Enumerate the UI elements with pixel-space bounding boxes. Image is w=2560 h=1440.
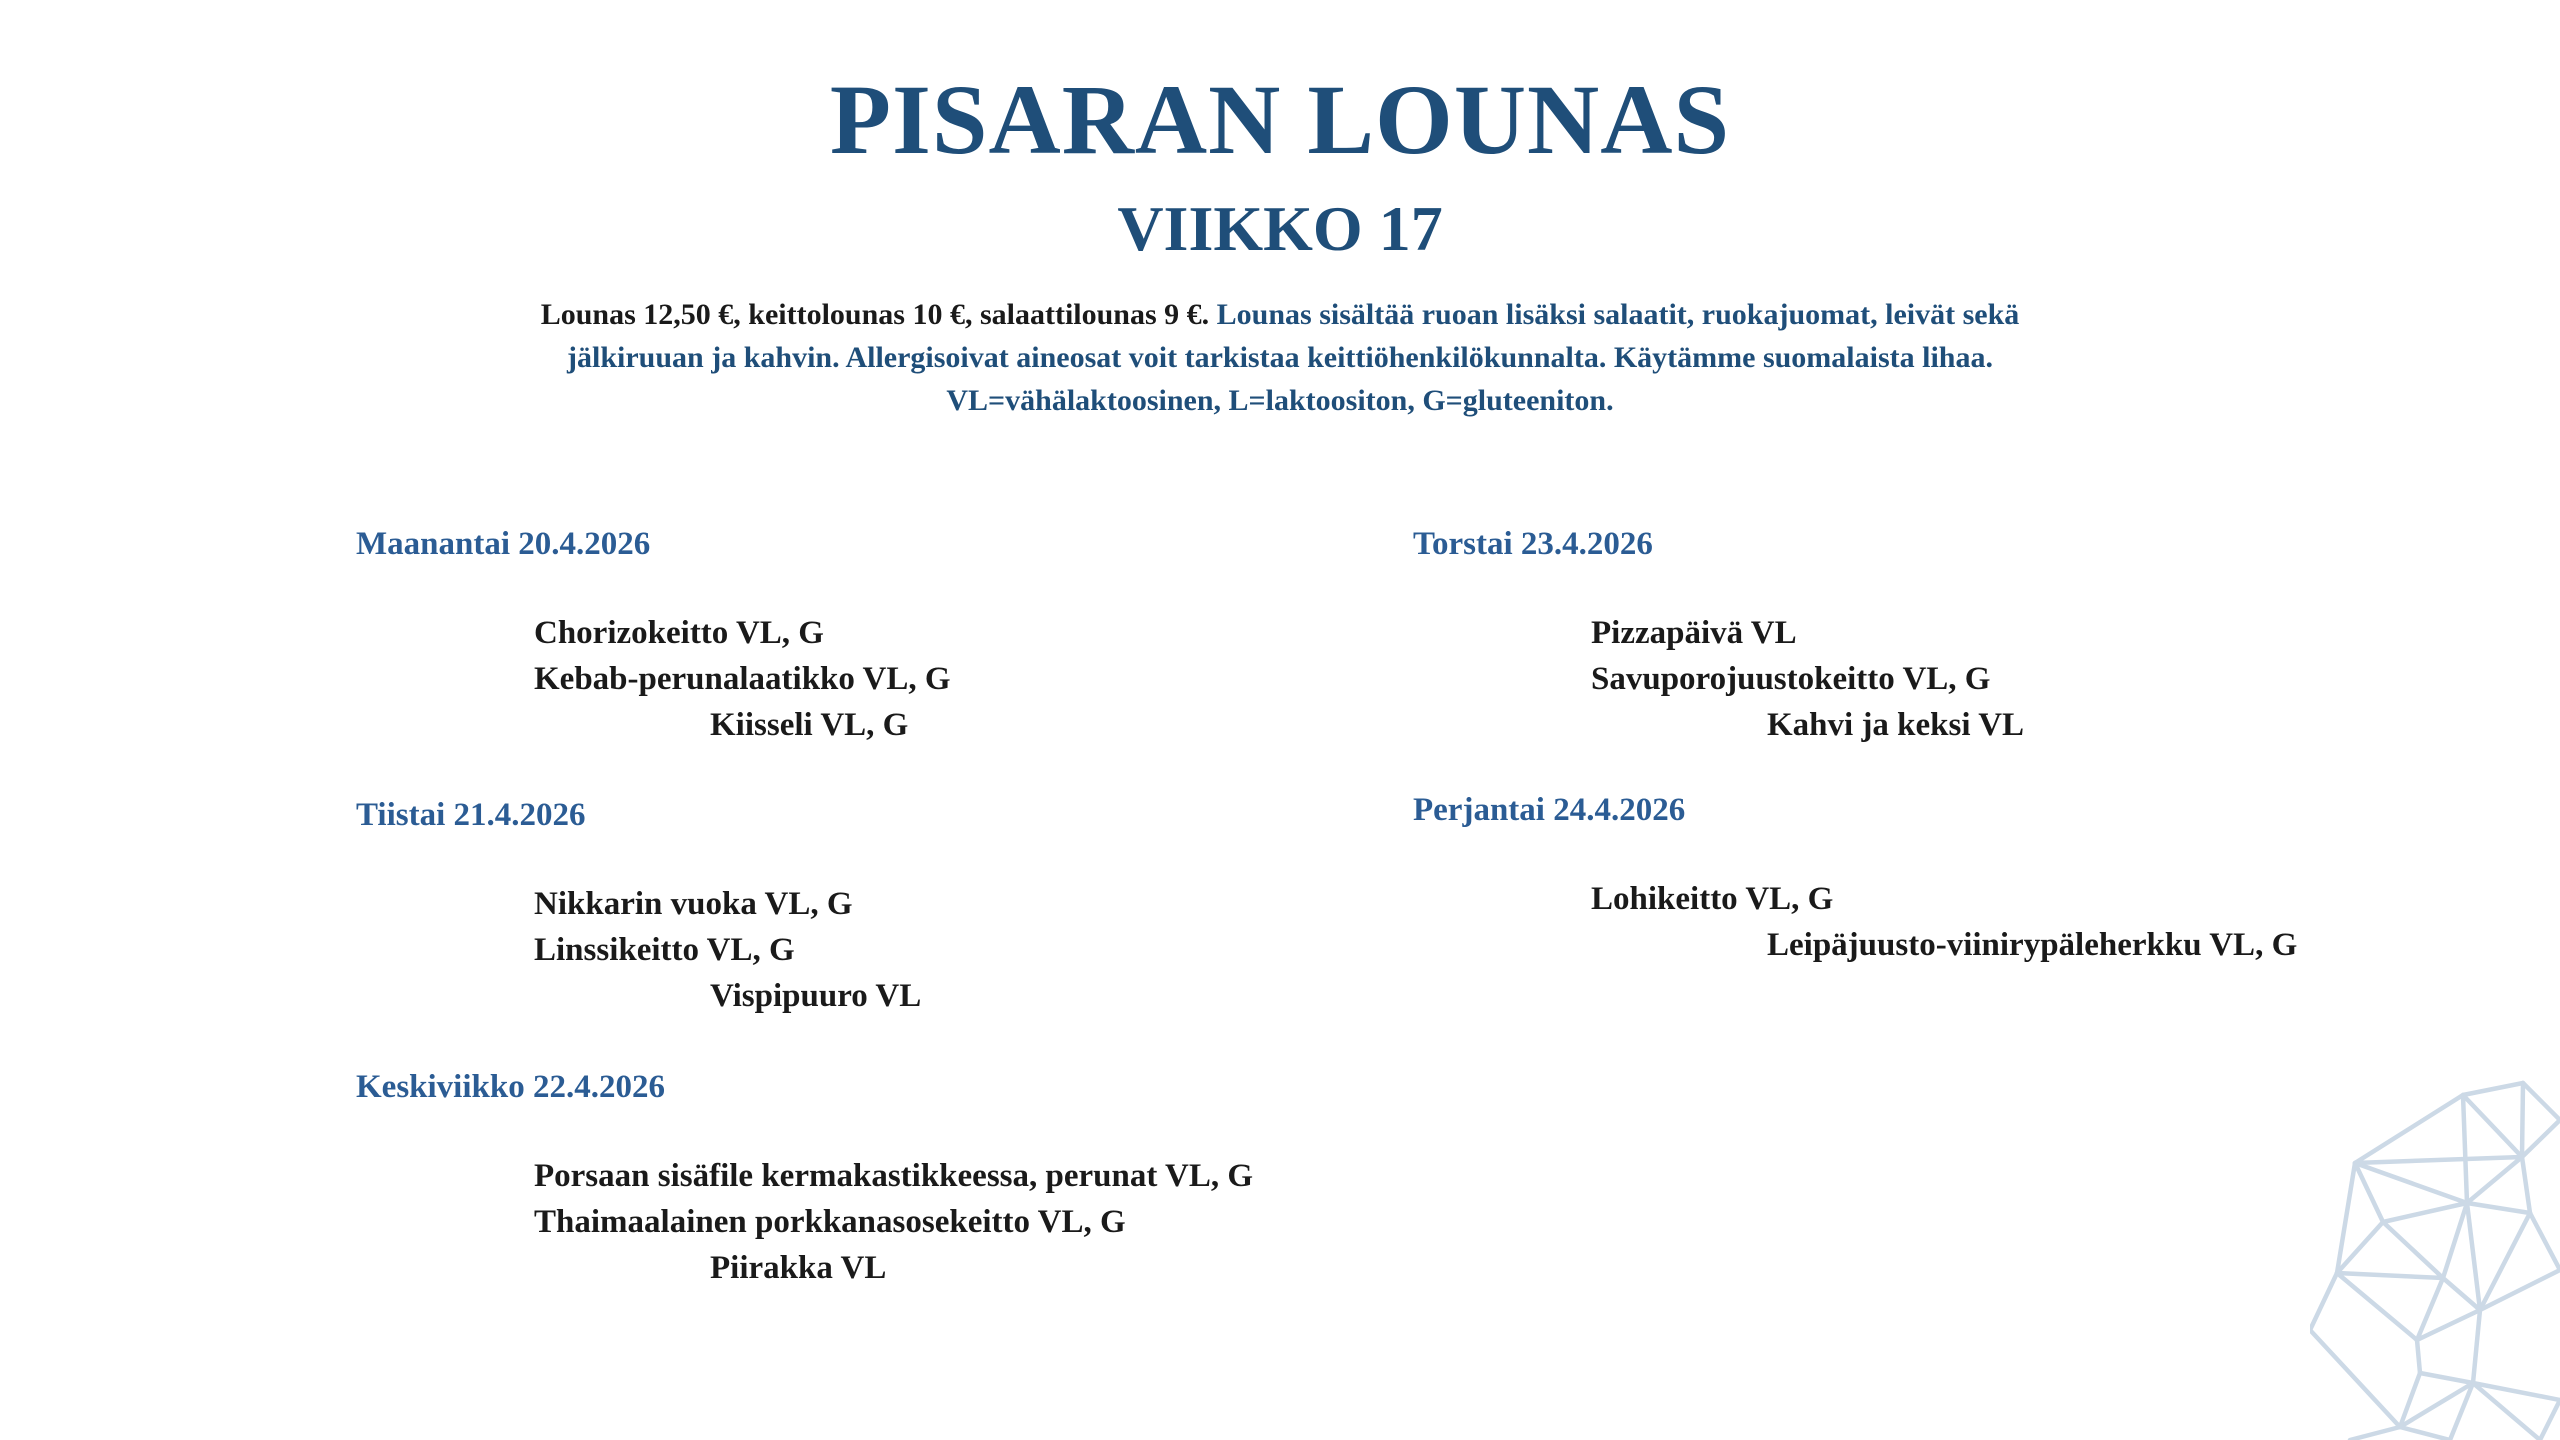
- menu-item: Chorizokeitto VL, G: [534, 615, 824, 651]
- intro-line-3: VL=vähälaktoosinen, L=laktoositon, G=gluteeniton.: [946, 384, 1614, 417]
- day-header-thursday: Torstai 23.4.2026: [1413, 526, 1653, 562]
- page-title: PISARAN LOUNAS: [829, 64, 1731, 175]
- day-items-wednesday: [534, 1153, 1253, 1291]
- menu-item: Kahvi ja keksi VL: [1767, 707, 2025, 743]
- day-items-friday: [1591, 876, 2297, 968]
- day-header-wednesday: Keskiviikko 22.4.2026: [356, 1069, 665, 1105]
- intro-paragraph: [0, 293, 2560, 422]
- menu-item: Leipäjuusto-viinirypäleherkku VL, G: [1767, 927, 2298, 963]
- day-header-monday: Maanantai 20.4.2026: [356, 526, 651, 562]
- day-header-friday: Perjantai 24.4.2026: [1413, 792, 1686, 828]
- polygon-mesh-decoration: [2310, 1080, 2560, 1440]
- menu-item: Lohikeitto VL, G: [1591, 881, 1834, 917]
- week-subtitle: VIIKKO 17: [1117, 193, 1443, 264]
- menu-item: Kiisseli VL, G: [710, 707, 909, 743]
- day-section-monday: [356, 524, 951, 748]
- intro-line-1-blue: Lounas sisältää ruoan lisäksi salaatit, ruokajuomat, leivät sekä: [1216, 298, 2020, 331]
- menu-item: Porsaan sisäfile kermakastikkeessa, perunat VL, G: [534, 1158, 1254, 1194]
- day-section-tuesday: [356, 795, 921, 1019]
- day-section-wednesday: [356, 1067, 1253, 1291]
- day-items-monday: [534, 610, 951, 748]
- intro-prices: Lounas 12,50 €, keittolounas 10 €, salaattilounas 9 €.: [540, 298, 1210, 331]
- menu-item: Linssikeitto VL, G: [534, 932, 795, 968]
- menu-item: Kebab-perunalaatikko VL, G: [534, 661, 951, 697]
- menu-item: Vispipuuro VL: [710, 978, 922, 1014]
- day-header-tuesday: Tiistai 21.4.2026: [356, 797, 586, 833]
- menu-item: Nikkarin vuoka VL, G: [534, 886, 853, 922]
- day-section-friday: [1413, 790, 2297, 968]
- menu-item: Thaimaalainen porkkanasosekeitto VL, G: [534, 1204, 1126, 1240]
- menu-item: Piirakka VL: [710, 1250, 887, 1286]
- menu-item: Pizzapäivä VL: [1591, 615, 1797, 651]
- intro-line-1: [0, 293, 2560, 336]
- day-items-tuesday: [534, 881, 921, 1019]
- day-section-thursday: [1413, 524, 2024, 748]
- intro-line-2: jälkiruuan ja kahvin. Allergisoivat aineosat voit tarkistaa keittiöhenkilökunnalta. Käytämme suomalaista lihaa.: [567, 341, 1993, 374]
- day-items-thursday: [1591, 610, 2024, 748]
- menu-item: Savuporojuustokeitto VL, G: [1591, 661, 1991, 697]
